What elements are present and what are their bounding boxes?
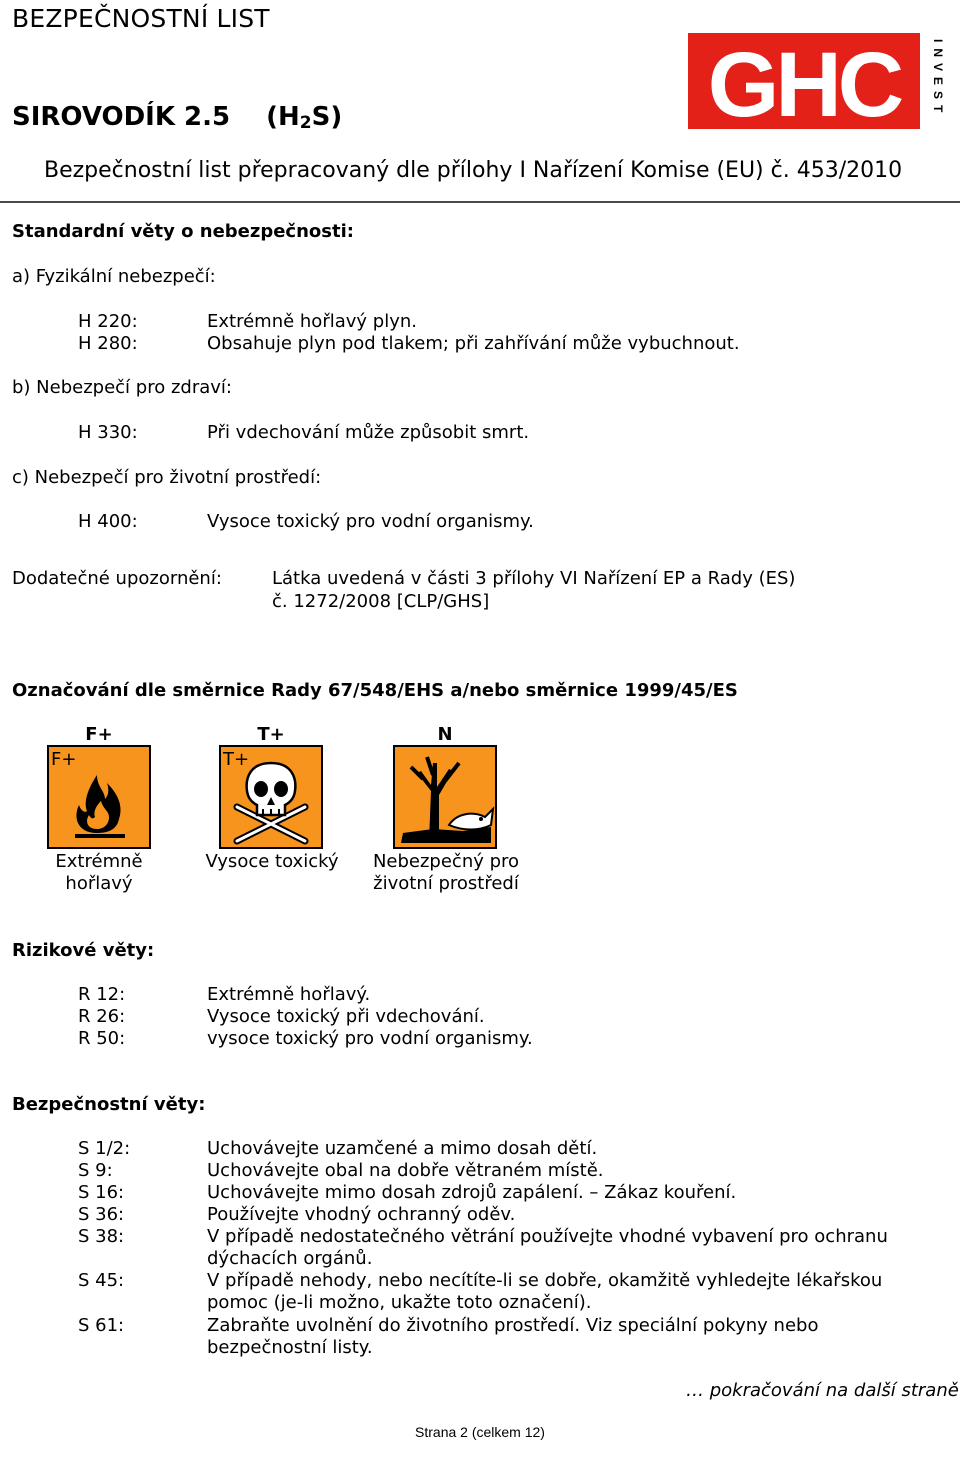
flame-icon (47, 745, 151, 849)
s-text: V případě nehody, nebo necítíte-li se dobře, okamžitě vyhledejte lékařskou (207, 1270, 883, 1291)
logo-wordmark: GHC (707, 34, 901, 136)
s-text: pomoc (je-li možno, ukažte toto označení). (207, 1292, 592, 1313)
h-text: Při vdechování může způsobit smrt. (207, 422, 530, 443)
logo-invest-text: INVEST (931, 39, 945, 119)
additional-notice-label: Dodatečné upozornění: (12, 568, 222, 589)
r-text: Vysoce toxický při vdechování. (207, 1006, 485, 1027)
h-code: H 400: (78, 511, 138, 532)
pictogram-code: N (437, 724, 453, 745)
s-text: Uchovávejte uzamčené a mimo dosah dětí. (207, 1138, 598, 1159)
pictogram-symbol: T+ (223, 749, 250, 770)
health-hazards-label: b) Nebezpečí pro zdraví: (12, 377, 232, 398)
company-logo (688, 33, 945, 136)
s-code: S 1/2: (78, 1138, 131, 1159)
s-code: S 61: (78, 1315, 125, 1336)
h-code: H 330: (78, 422, 138, 443)
labelling-heading: Označování dle směrnice Rady 67/548/EHS a/nebo směrnice 1999/45/ES (12, 680, 738, 701)
s-code: S 36: (78, 1204, 125, 1225)
s-text: bezpečnostní listy. (207, 1337, 373, 1358)
s-code: S 9: (78, 1160, 113, 1181)
r-code: R 26: (78, 1006, 126, 1027)
page-number: Strana 2 (celkem 12) (415, 1424, 545, 1440)
additional-notice-line: Látka uvedená v části 3 přílohy VI Nařízení EP a Rady (ES) (272, 568, 796, 589)
document-type: BEZPEČNOSTNÍ LIST (12, 4, 270, 33)
r-code: R 50: (78, 1028, 126, 1049)
s-code: S 16: (78, 1182, 125, 1203)
pictogram-code: F+ (85, 724, 113, 745)
safety-heading: Bezpečnostní věty: (12, 1094, 206, 1115)
pictogram-code: T+ (257, 724, 285, 745)
s-text: Zabraňte uvolnění do životního prostředí. Viz speciální pokyny nebo (207, 1315, 819, 1336)
s-text: Používejte vhodný ochranný oděv. (207, 1204, 516, 1225)
environment-hazards-label: c) Nebezpečí pro životní prostředí: (12, 467, 322, 488)
pictogram-symbol: F+ (51, 749, 77, 770)
h-text: Vysoce toxický pro vodní organismy. (207, 511, 534, 532)
pictogram-caption: Vysoce toxický (205, 851, 339, 872)
r-code: R 12: (78, 984, 126, 1005)
hazard-heading: Standardní věty o nebezpečnosti: (12, 221, 354, 242)
skull-crossbones-icon (219, 745, 323, 849)
pictogram-caption: Extrémně hořlavý (55, 851, 143, 894)
s-text: V případě nedostatečného větrání používejte vhodné vybavení pro ochranu (207, 1226, 888, 1247)
header-divider (0, 201, 960, 203)
revision-note: Bezpečnostní list přepracovaný dle přílohy I Nařízení Komise (EU) č. 453/2010 (44, 158, 903, 183)
h-code: H 280: (78, 333, 138, 354)
s-text: Uchovávejte obal na dobře větraném místě. (207, 1160, 604, 1181)
s-text: Uchovávejte mimo dosah zdrojů zapálení. – Zákaz kouření. (207, 1182, 737, 1203)
s-code: S 38: (78, 1226, 125, 1247)
dead-tree-fish-icon (393, 745, 497, 849)
risk-heading: Rizikové věty: (12, 940, 155, 961)
h-code: H 220: (78, 311, 138, 332)
product-name: SIROVODÍK 2.5 (12, 102, 231, 132)
continuation-note: … pokračování na další straně (686, 1380, 959, 1401)
pictogram-caption: Nebezpečný pro životní prostředí (372, 851, 520, 894)
physical-hazards-label: a) Fyzikální nebezpečí: (12, 266, 216, 287)
additional-notice-line: č. 1272/2008 [CLP/GHS] (272, 591, 490, 612)
product-title (12, 102, 342, 133)
r-text: Extrémně hořlavý. (207, 984, 371, 1005)
h-text: Extrémně hořlavý plyn. (207, 311, 417, 332)
chemical-formula: $(H_2S)$ (266, 102, 343, 133)
s-text: dýchacích orgánů. (207, 1248, 373, 1269)
r-text: vysoce toxický pro vodní organismy. (207, 1028, 533, 1049)
s-code: S 45: (78, 1270, 125, 1291)
h-text: Obsahuje plyn pod tlakem; při zahřívání může vybuchnout. (207, 333, 740, 354)
